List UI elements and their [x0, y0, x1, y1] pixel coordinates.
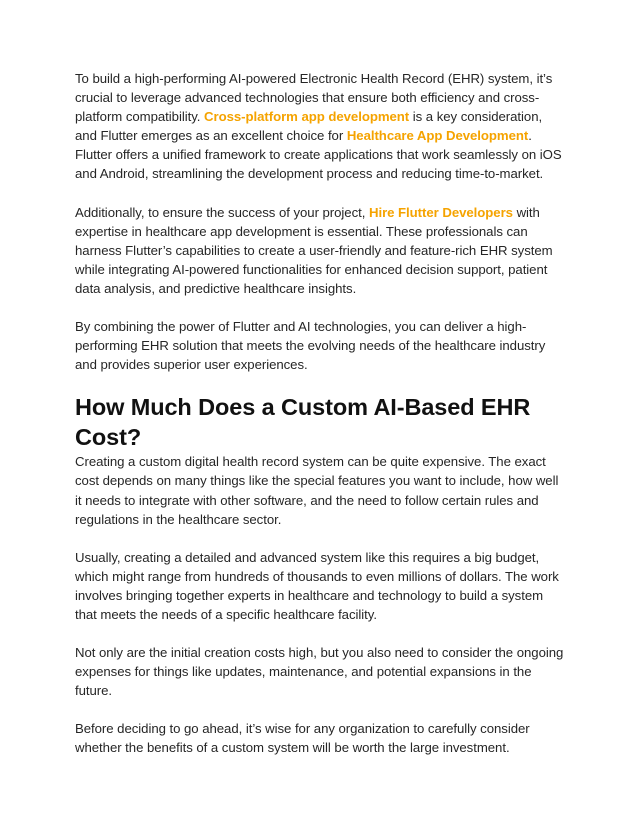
intro-p2-text-2: with expertise in healthcare app development is essential. These professionals can harness Flutter’s capabilities to create a user-friendly and feature-rich EHR system while integrating AI-powered functionalities for enhanced decision support, patient data analysis, and predictive healthcare insights. [75, 204, 553, 296]
intro-p2-text-1: Additionally, to ensure the success of your project, [75, 204, 369, 220]
cost-paragraph-2: Usually, creating a detailed and advanced system like this requires a big budget, which might range from hundreds of thousands to even millions of dollars. The work involves bringing together experts in healthcare and technology to build a system that meets the needs of a specific healthcare facility. [75, 549, 559, 622]
hire-flutter-developers-link[interactable]: Hire Flutter Developers [368, 204, 513, 220]
intro-p1-text-3: . Flutter offers a unified framework to create applications that work seamlessly on iOS and Android, streamlining the development process and reducing time-to-market. [75, 128, 562, 182]
cost-paragraph-4: Before deciding to go ahead, it’s wise for any organization to carefully consider whether the benefits of a custom system will be worth the large investment. [75, 721, 530, 756]
cost-paragraph-3: Not only are the initial creation costs high, but you also need to consider the ongoing expenses for things like updates, maintenance, and potential expansions in the future. [75, 645, 564, 699]
cost-paragraph-1: Creating a custom digital health record system can be quite expensive. The exact cost depends on many things like the special features you want to include, how well it needs to integrate with other software, and the need to follow certain rules and regulations in the healthcare sector. [75, 454, 559, 527]
intro-paragraph-1 [75, 69, 567, 184]
healthcare-app-development-link[interactable]: Healthcare App Development [346, 128, 529, 144]
intro-paragraph-2 [75, 203, 567, 298]
cross-platform-link[interactable]: Cross-platform app development [204, 109, 410, 125]
intro-paragraph-3: By combining the power of Flutter and AI technologies, you can deliver a high-performing EHR solution that meets the evolving needs of the healthcare industry and provides superior user experiences. [75, 319, 546, 373]
intro-p1-text-2: is a key consideration, and Flutter emerges as an excellent choice for [75, 109, 543, 144]
cost-section-heading: How Much Does a Custom AI-Based EHR Cost? [75, 394, 531, 451]
intro-p1-text-1: To build a high-performing AI-powered Electronic Health Record (EHR) system, it’s crucial to leverage advanced technologies that ensure both efficiency and cross-platform compatibility. [75, 71, 553, 125]
document-page [75, 69, 567, 758]
